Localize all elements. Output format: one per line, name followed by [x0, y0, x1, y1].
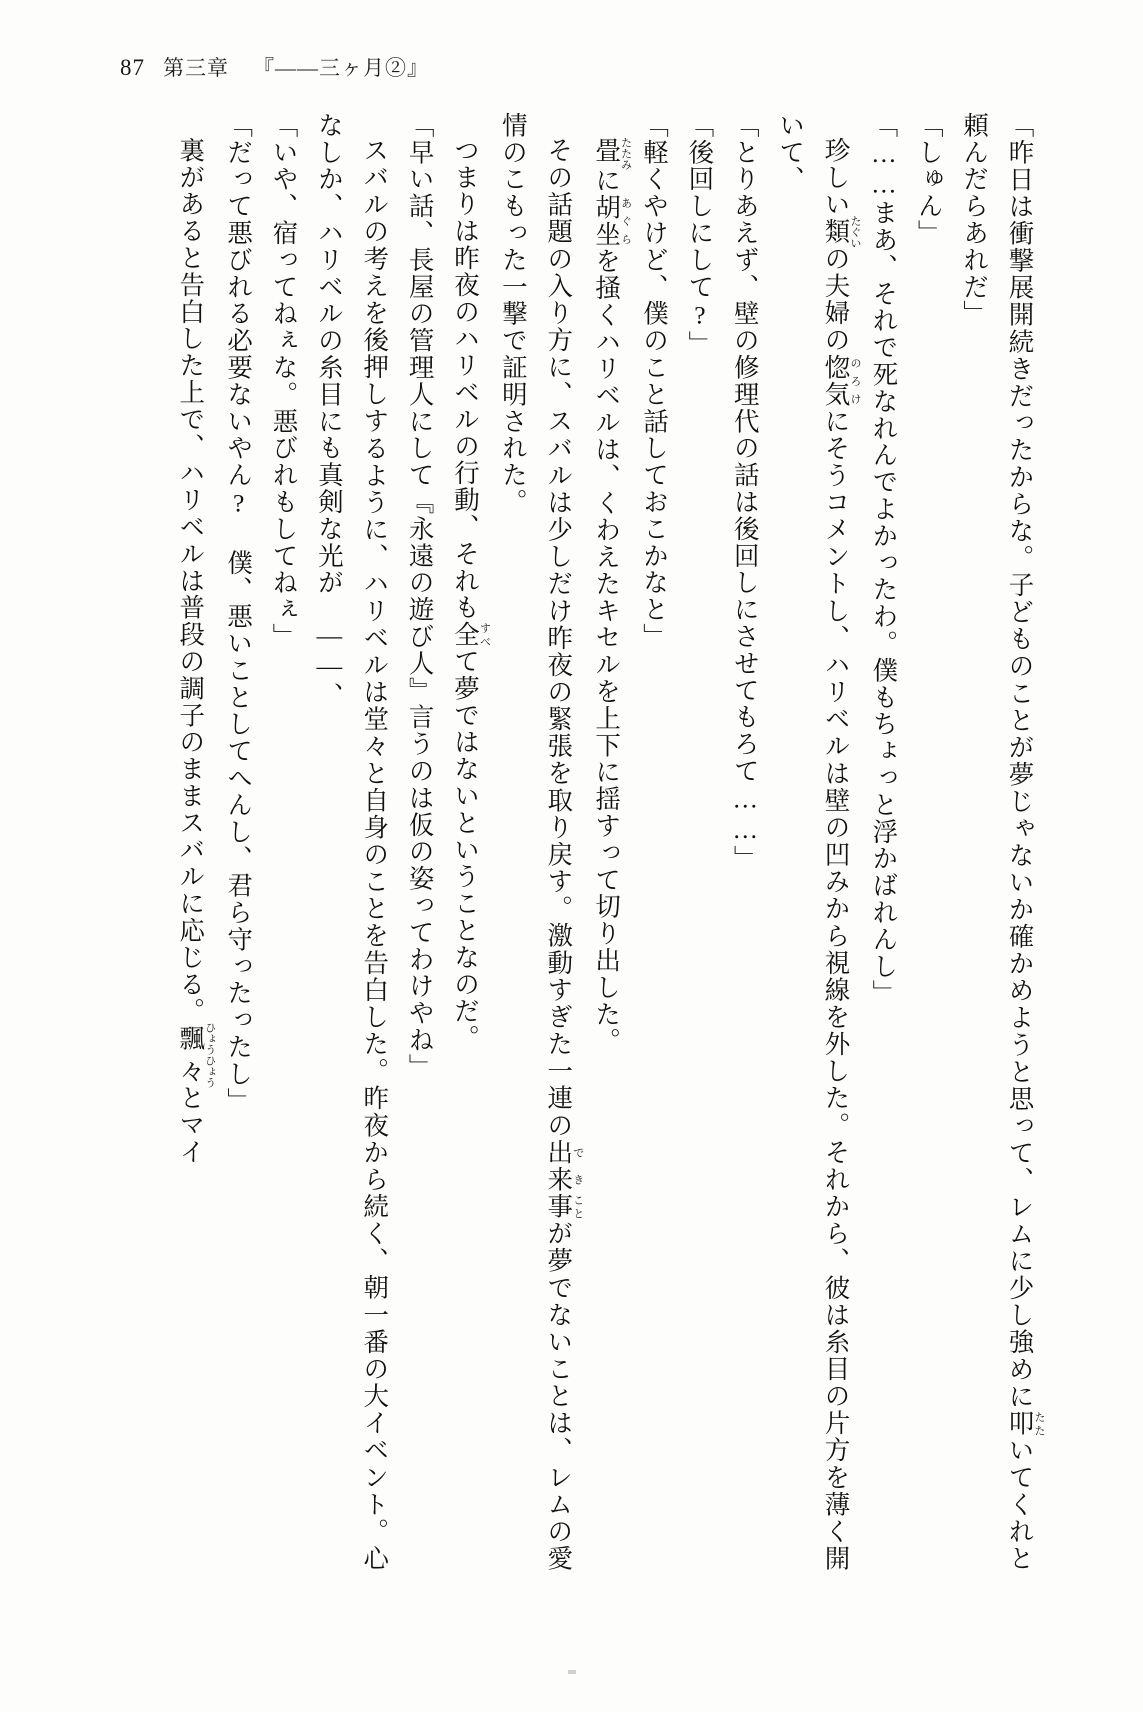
paragraph: 「軽くやけど、僕のこと話しておこかなと」 — [640, 112, 669, 650]
page-header — [120, 52, 429, 82]
paragraph: スバルの考えを後押しするように、ハリベルは堂々と自身のことを告白した。昨夜から続く、朝一番の大イベント。心なしか、ハリベルの糸目にも真剣な光が――、 — [314, 112, 390, 1572]
paragraph: つまりは昨夜のハリベルの行動、それも全すべて夢ではないということなのだ。 — [451, 137, 491, 1052]
paragraph: その話題の入り方に、スバルは少しだけ昨夜の緊張を取り戻す。激動すぎた一連の出来でき事ことが夢でないことは、レムの愛情のこもった一撃で証明された。 — [498, 112, 584, 1572]
paragraph: 「早い話、長屋の管理人にして『永遠の遊び人』言うのは仮の姿ってわけやね」 — [405, 112, 435, 1081]
paragraph: 裏があると告白した上で、ハリベルは普段の調子のままスバルに応じる。飄々ひょうひょうとマイ — [176, 137, 216, 1166]
chapter-subtitle: 『――三ヶ月②』 — [253, 56, 429, 80]
vertical-text-body — [100, 112, 1045, 1572]
page-number: 87 — [120, 55, 145, 80]
paragraph: 「しゅん」 — [914, 112, 944, 247]
paragraph: 珍しい類たぐいの夫婦の惚気のろけにそうコメントし、ハリベルは壁の凹みから視線を外した。それから、彼は糸目の片方を薄く開いて、 — [776, 112, 861, 1572]
paragraph: 畳たたみに胡坐あぐらを掻くハリベルは、くわえたキセルを上下に揺すって切り出した。 — [592, 137, 632, 1055]
paragraph: 「昨日は衝撃展開続きだったからな。子どものことが夢じゃないか確かめようと思って、レムに少し強めに叩たたいてくれと頼んだらあれだ」 — [960, 112, 1045, 1572]
paragraph: 「いや、宿ってねぇな。悪びれもしてねぇ」 — [269, 112, 299, 650]
paragraph: 「……まあ、それで死なれんでよかったわ。僕もちょっと浮かばれんし」 — [869, 112, 899, 1007]
paragraph: 「とりあえず、壁の修理代の話は後回しにさせてもろて……」 — [730, 112, 760, 873]
footer-mark — [568, 1670, 576, 1674]
paragraph: 「だって悪びれる必要ないやん? 僕、悪いことしてへんし、君ら守ったったし」 — [224, 112, 254, 1115]
paragraph: 「後回しにして?」 — [685, 112, 715, 358]
chapter-title: 第三章 — [163, 56, 229, 80]
